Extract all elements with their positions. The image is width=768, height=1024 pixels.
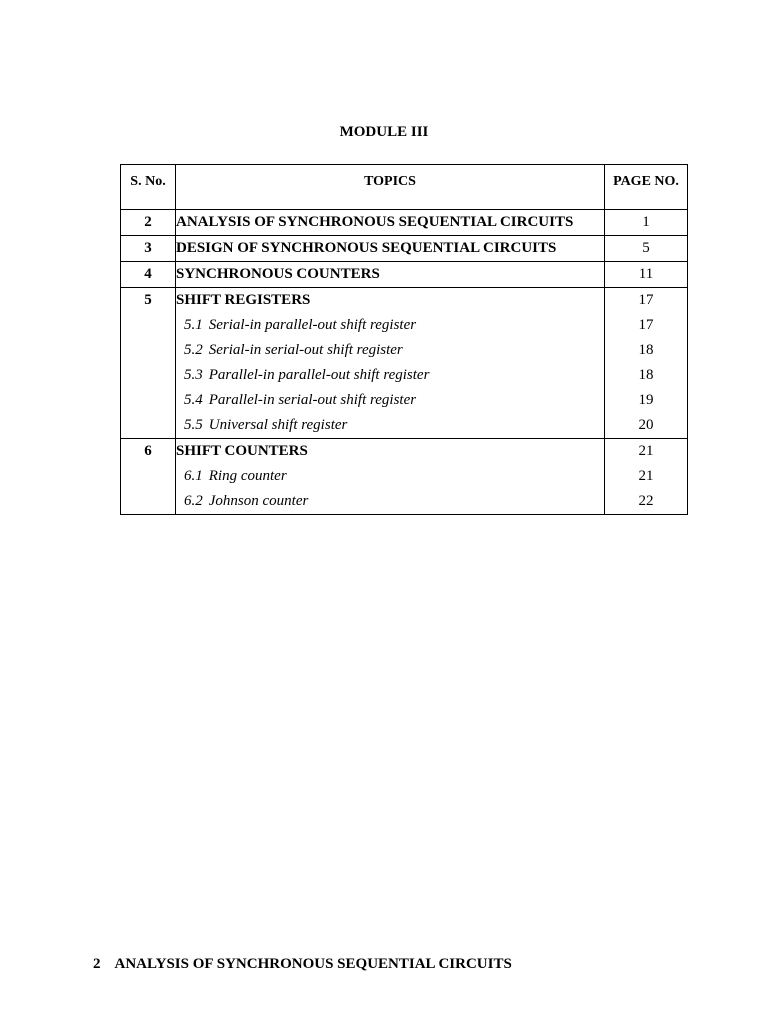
header-topics: TOPICS <box>176 165 605 210</box>
subtopic-list <box>176 464 604 514</box>
list-item <box>176 338 604 363</box>
row-sno: 6 <box>144 443 152 459</box>
row-sno-cell <box>121 439 176 515</box>
topic-page-number: 11 <box>638 266 654 282</box>
table-row <box>121 439 688 515</box>
row-sno-cell <box>121 210 176 236</box>
header-page-no: PAGE NO. <box>605 165 688 210</box>
subtopic-number: 6.1 <box>184 468 203 484</box>
topic-title: ANALYSIS OF SYNCHRONOUS SEQUENTIAL CIRCUITS <box>176 214 574 230</box>
subtopic-number: 5.3 <box>184 367 203 383</box>
topic-title: DESIGN OF SYNCHRONOUS SEQUENTIAL CIRCUITS <box>176 240 557 256</box>
subtopic-title: Universal shift register <box>208 417 348 433</box>
topic-page-number: 1 <box>642 214 650 230</box>
row-topic-cell <box>176 288 605 439</box>
section-title: ANALYSIS OF SYNCHRONOUS SEQUENTIAL CIRCUITS <box>114 956 512 972</box>
topic-page-number: 17 <box>638 292 654 308</box>
table-row <box>121 236 688 262</box>
topic-title: SHIFT REGISTERS <box>176 292 311 308</box>
subtopic-number: 5.2 <box>184 342 203 358</box>
topic-page-number: 21 <box>638 443 654 459</box>
table-row <box>121 210 688 236</box>
subtopic-title: Johnson counter <box>208 493 309 509</box>
section-heading <box>93 956 512 973</box>
subtopic-page-number: 18 <box>638 367 654 383</box>
row-sno: 5 <box>144 292 152 308</box>
row-sno-cell <box>121 236 176 262</box>
row-sno: 2 <box>144 214 152 230</box>
subtopic-list <box>176 313 604 438</box>
topic-title: SYNCHRONOUS COUNTERS <box>176 266 380 282</box>
list-item <box>176 489 604 514</box>
section-number: 2 <box>93 956 101 972</box>
subtopic-number: 6.2 <box>184 493 203 509</box>
row-page-cell <box>605 439 688 515</box>
topic-title: SHIFT COUNTERS <box>176 443 308 459</box>
subtopic-number: 5.4 <box>184 392 203 408</box>
row-sno-cell <box>121 288 176 439</box>
row-page-cell <box>605 210 688 236</box>
row-topic-cell <box>176 262 605 288</box>
subtopic-page-number: 21 <box>638 468 654 484</box>
subtopic-title: Ring counter <box>208 468 287 484</box>
subtopic-number: 5.1 <box>184 317 203 333</box>
module-title: MODULE III <box>339 124 429 140</box>
row-page-cell <box>605 262 688 288</box>
list-item <box>176 313 604 338</box>
subtopic-title: Serial-in parallel-out shift register <box>208 317 417 333</box>
table-row <box>121 288 688 439</box>
header-sno: S. No. <box>121 165 176 210</box>
row-sno-cell <box>121 262 176 288</box>
subtopic-number: 5.5 <box>184 417 203 433</box>
table-row <box>121 262 688 288</box>
list-item <box>176 464 604 489</box>
list-item <box>176 363 604 388</box>
table-header-row <box>121 165 688 210</box>
row-sno: 4 <box>144 266 152 282</box>
contents-table-body <box>121 210 688 515</box>
subtopic-page-number: 22 <box>638 493 654 509</box>
topic-page-number: 5 <box>642 240 650 256</box>
row-sno: 3 <box>144 240 152 256</box>
row-page-cell <box>605 288 688 439</box>
subtopic-page-number: 17 <box>638 317 654 333</box>
contents-table <box>120 164 688 515</box>
subtopic-title: Parallel-in serial-out shift register <box>208 392 417 408</box>
subtopic-page-number: 18 <box>638 342 654 358</box>
list-item <box>176 388 604 413</box>
row-topic-cell <box>176 236 605 262</box>
subtopic-title: Serial-in serial-out shift register <box>208 342 403 358</box>
list-item <box>176 413 604 438</box>
subtopic-title: Parallel-in parallel-out shift register <box>208 367 430 383</box>
subtopic-page-number: 20 <box>638 417 654 433</box>
row-topic-cell <box>176 210 605 236</box>
row-topic-cell <box>176 439 605 515</box>
row-page-cell <box>605 236 688 262</box>
subtopic-page-number: 19 <box>638 392 654 408</box>
